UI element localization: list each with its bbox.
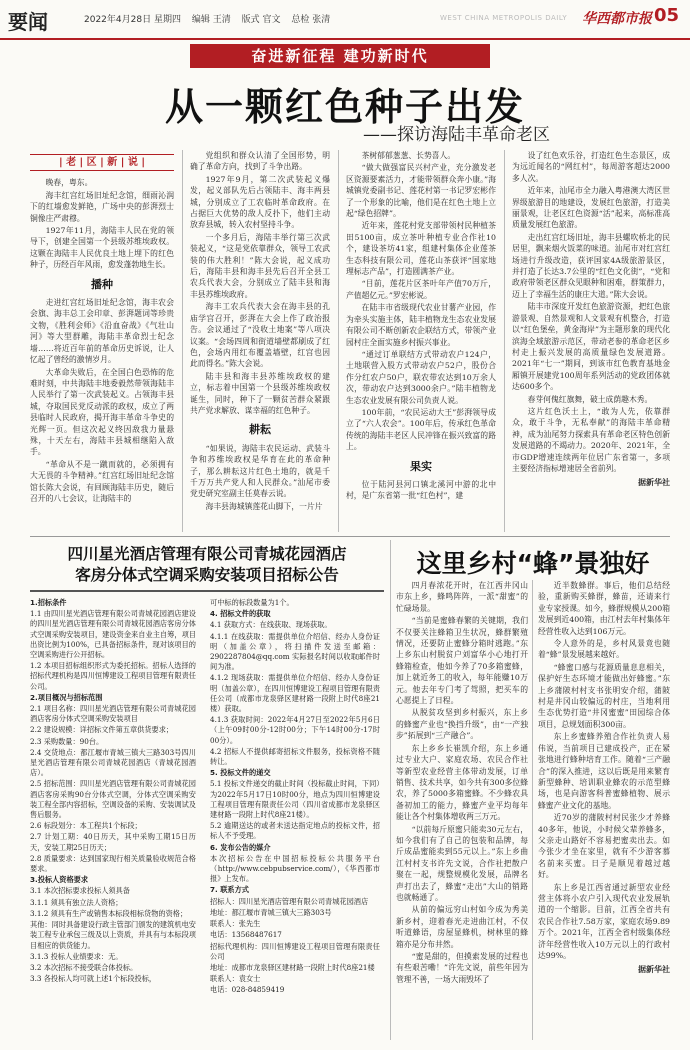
notice-heading: 1.招标条件 — [30, 598, 67, 607]
article-source: 据新华社 — [638, 477, 670, 488]
notice-paragraph: 3.1.3 投标人业绩要求：无。 — [30, 951, 123, 961]
paragraph: “革命从不是一蹴而就的，必须拥有大无畏的斗争精神。”红宫红场旧址纪念馆馆长陈大会说，有回顾海陆丰历史，随后召开的八七会议，让海陆丰的 — [30, 459, 174, 503]
theme-banner: 奋进新征程 建功新时代 — [190, 44, 490, 68]
section-divider-vertical — [390, 540, 391, 1040]
paragraph: 晚春，粤东。 — [45, 178, 93, 188]
column-divider — [182, 150, 183, 532]
notice-paragraph: 4.1 获取方式：在线获取、现场获取。 — [210, 620, 332, 630]
paragraph: 从前的偏远穷山村如今成为秀美新乡村，迎着春光走进曲江村，不仅听道蜂语，房屋显蜂机，树林里的蜂箱亦是分布井然。 — [396, 905, 528, 949]
notice-paragraph: 2.4 交货地点：都江堰市青城三镇大三路303号四川星光酒店管理有限公司青城花园酒店（青城花园酒店）。 — [30, 747, 196, 778]
notice-paragraph: 招标人：四川星光酒店管理有限公司青城花园酒店 — [210, 896, 369, 906]
column-divider — [532, 580, 533, 1040]
notice-paragraph: 2.5 招标范围：四川星光酒店管理有限公司青城花园酒店客房采购90台分体式空调，分体式空调采购安装工程全部内容招标，空调设备的采购、安装调试及售后服务。 — [30, 779, 196, 820]
bee-source: 据新华社 — [638, 964, 670, 975]
notice-paragraph: 3.1.1 须具有独立法人资格； — [30, 897, 123, 907]
page-header — [0, 0, 690, 40]
tender-notice — [30, 540, 384, 1040]
paragraph: “蜜是甜的，但摸索发展的过程也有些艰苦嘞！”许先文说，前些年因为管理不善，一场大雨毁坏了 — [396, 952, 528, 984]
paragraph: 大革命失败后，在全国白色恐怖的危难时刻，中共海陆丰地委毅然带领海陆丰人民举行了第一次武装起义。占领海丰县城，夺取国民党反动派的政权，成立了两县临时人民政府，揭开海丰革命斗争史的光辉一页。但这次起义终因敌我力量悬殊，十天左右，海陆丰县城相继陷入敌手。 — [30, 367, 174, 457]
paragraph: 东上乡蜜蜂养殖合作社负责人易伟说，当前项目已建成投产，正在紧张地进行蜂种培育工作。随着“三产融合”的深入推进，这以后既是用来繁育新型蜂种、培训职业蜂农的示范型蜂场，也是向游客科普蜜蜂植物、展示蜂蜜产业文化的基地。 — [538, 732, 670, 810]
paragraph: “目前，莲花片区茶叶年产值70万斤，产值超亿元。”罗宏彬说。 — [346, 279, 496, 300]
notice-paragraph: 4.2 招标人不提供邮寄招标文件服务，投标资格不随转让。 — [210, 746, 380, 767]
notice-paragraph: 招标代理机构：四川恒博建设工程项目管理有限责任公司 — [210, 941, 380, 961]
column-divider — [504, 150, 505, 532]
paragraph: “以前每斤原蜜只能卖30元左右，如今我们有了自己的包装和品牌，每斤成品蜜能卖到55元以上。”东上乡曲江村村支书许先文说，合作社把散户聚在一起，规整规模化发展，品牌名声打出去了，蜂蜜“走出”大山的销路也就畅通了。 — [396, 824, 528, 902]
article-column-2 — [190, 150, 330, 530]
designer-credit: 版式 官文 — [241, 15, 281, 25]
article-column-1 — [30, 150, 174, 530]
notice-column-2 — [210, 598, 380, 1038]
notice-title-line-2: 客房分体式空调采购安装项目招标公告 — [75, 566, 339, 584]
notice-paragraph: 2.7 计划工期：40日历天，其中采购工期15日历天，安装工期25日历天； — [30, 832, 196, 852]
notice-title — [30, 544, 384, 586]
column-kicker: | 老 | 区 | 新 | 说 | — [30, 154, 174, 171]
notice-rule — [30, 590, 384, 592]
paragraph: 海丰红宫红场旧址纪念馆，细雨沁润下的红墙愈发鲜艳，广场中央的彭湃烈士铜像庄严肃穆。 — [30, 190, 174, 223]
column-divider — [338, 150, 339, 532]
page-number: 05 — [654, 5, 680, 26]
notice-paragraph: 联系人：袁女士 — [210, 974, 261, 984]
proof-credit: 总检 张清 — [291, 15, 331, 25]
paragraph: 近70岁的蒲陂村村民张少才养蜂40多年，他说，小时候父辈养蜂多，父亲走山路好不容易把蜜卖出去。如今张少才坐在家里，就有不少游客慕名前来买蜜。日子是顺见着越过越好。 — [538, 813, 670, 880]
paragraph: 从脱贫攻坚到乡村振兴，东上乡的蜂蜜产业也“换挡升级”，由“一产独步”拓展到“三产融合”。 — [396, 708, 528, 741]
notice-paragraph: 2.1 项目名称：四川星光酒店管理有限公司青城花园酒店客房分体式空调采购安装项目 — [30, 704, 196, 724]
paragraph: 走出红宫红场旧址，海丰县螺吹桥北的民居里，飘来烟火饭菜的味道。汕尾市对红宫红场进行升级改造，获评国家4A级旅游景区，并打造了长达3.7公里的“红色文化街”，“党和政府带领老区群众见眼种和困难，群策群力，迈上了幸福生活的康庄大道。”陈大会说。 — [512, 232, 670, 299]
article-column-3 — [346, 150, 496, 530]
notice-heading: 2.项目概况与招标范围 — [30, 692, 103, 702]
notice-paragraph: 3.1.2 须具有生产或销售本标段相标货物的资格； — [30, 908, 188, 918]
section-heading-sow: 播种 — [91, 277, 113, 291]
notice-paragraph: 3.3 各投标人均可就上述1个标段投标， — [30, 974, 157, 984]
notice-paragraph: 其他：同时具备建设行政主管部门颁发的建筑机电安装工程专业承包三级及以上资质，并具有与本标段项目相应的供货能力。 — [30, 920, 196, 950]
notice-paragraph: 5.1 投标文件递交的截止时间（投标截止时间，下同）为2022年5月17日10时00分，地点为四川恒博建设工程项目管理有限责任公司（四川省成都市龙泉驿区建材路一段附上时代8座21楼）。 — [210, 779, 380, 820]
notice-heading: 4. 招标文件的获取 — [210, 609, 271, 619]
paragraph: 茶树郁郁葱葱、长势喜人。 — [361, 151, 456, 160]
issue-date: 2022年4月28日 星期四 — [84, 15, 181, 25]
notice-paragraph: 地址：都江堰市青城三镇大三路303号 — [210, 907, 332, 917]
notice-title-line-1: 四川星光酒店管理有限公司青城花园酒店 — [67, 545, 347, 563]
article-subtitle: ——探访海陆丰革命老区 — [363, 125, 550, 145]
editorial-note — [30, 177, 174, 270]
section-name: 要闻 — [8, 10, 48, 34]
paragraph: 陆丰县和海丰县苏维埃政权的建立，标志着中国第一个县级苏维埃政权诞生，同时，种下了一颗贫苦群众紧跟共产党求解放、谋幸福的红色种子。 — [190, 371, 330, 415]
section-divider — [30, 536, 670, 537]
paragraph: 在陆丰市省级现代农业甘薯产业园，作为牵头实施主体，陆丰植物龙生态农业发展有限公司不断创新农企联结方式，带领产业园村庄全面实施乡村振兴事业。 — [346, 303, 496, 347]
notice-paragraph: 联系人：张先生 — [210, 919, 261, 929]
editor-credit: 编辑 王清 — [191, 15, 231, 25]
notice-paragraph: 1.1 由四川星光酒店管理有限公司青城花园酒店建设的四川星光酒店管理有限公司青城花园酒店客房分体式空调采购安装项目，建设资金来自业主自筹，项目出资比例为100%，已具备招标条件，现对该项目的空调采购进行公开招标。 — [30, 609, 196, 660]
header-meta — [84, 12, 338, 25]
notice-paragraph: 2.6 标段划分：本工程共1个标段； — [30, 821, 142, 831]
bee-column-2 — [538, 580, 670, 1042]
paragraph: 近半数蜂群。事后，他们总结经验，重新购买蜂群，蜂苗，还请来行业专家授课。如今，蜂群规模从200箱发展到近400箱，由江村去年村集体年经营性收入达到106万元。 — [538, 581, 670, 636]
notice-paragraph: 4.1.1 在线获取：需提供单位介绍信、经办人身份证明（加盖公章），将扫描件发送至邮箱：2902287804@qq.com 实际报名时间以收取邮件时间为准。 — [210, 631, 380, 672]
notice-heading: 6. 发布公告的媒介 — [210, 842, 271, 852]
paragraph: 近年来，汕尾市全力融入粤港澳大湾区世界级旅游目的地建设，发展红色旅游，打造美丽景观，让老区红色资源“活”起来，高标准高质量发展红色旅游。 — [512, 186, 670, 230]
paragraph: “做大做强富民兴村产业，充分激发老区资源要素活力，才能带领群众奔小康。”海城镇党委副书记、莲花村第一书记罗宏彬作了一个形象的比喻，他们是在红色土地上立起“绿色招牌”。 — [346, 163, 496, 219]
notice-paragraph: 3.2 本次招标不接受联合体投标。 — [30, 962, 138, 972]
article-column-4 — [512, 150, 670, 534]
notice-paragraph: 4.1.2 现场获取：需提供单位介绍信、经办人身份证明（加盖公章），在四川恒博建设工程项目管理有限责任公司（成都市龙泉驿区建材路一段附上时代8座21楼）获取。 — [210, 673, 380, 714]
paragraph: 令人意外的是，乡村风景竟也随着“蜂”景发展越来越好。 — [538, 639, 670, 660]
english-masthead: WEST CHINA METROPOLIS DAILY — [440, 14, 568, 22]
paragraph: “蜂蜜口感与花源质量息息相关，保护好生态环境才能做出好蜂蜜。”东上乡蒲陂村村支书张明安介绍，蒲陂村是井冈山较偏远的村庄，当地利用生态优势打造“井冈蜜蜜”田园综合体项目，总规划面积300亩。 — [538, 662, 670, 729]
paragraph: “通过订单联结方式带动农户124户，土地联营入股方式带动农户52户，股份合作分红农户50户，联农带农达到10万余人次，带动农户达到3000余户。”陆丰植物龙生态农业发展有限公司负责人说。 — [346, 349, 496, 405]
notice-paragraph: 1.2 本项目招标组织形式为委托招标。招标人选择的招标代理机构是四川恒博建设工程项目管理有限责任公司。 — [30, 661, 196, 691]
paragraph: “如果说，海陆丰农民运动、武装斗争和苏维埃政权是华育在此的革命种子，那么耕耘这片红色土地的，就是千千万万共产党人和人民群众。”汕尾市委党史研究室副主任莫春云说。 — [190, 443, 330, 499]
paragraph: 春芽何傀红旗舞，破土成荫趣木秀。 — [527, 394, 653, 404]
notice-paragraph: 电话：028-84859419 — [210, 985, 285, 995]
paragraph: 东上乡乡长崔凯介绍，东上乡通过专业大户、家庭农场、农民合作社等新型农业经营主体带动发展，订单销售、技术共享，如今共有300多位蜂农，养了5000多箱蜜蜂。不少蜂农具备初加工的能力，蜂蜜产业平均每年能让各个村集体增收两三万元。 — [396, 743, 528, 822]
paragraph: 党组织和群众认清了全国形势，明确了革命方向，找到了斗争出路。 — [190, 151, 330, 172]
section-heading-fruit: 果实 — [410, 459, 432, 473]
bee-column-1 — [396, 580, 528, 1042]
paragraph: 1927年11月，海陆丰人民在党的领导下，创建全国第一个县级苏维埃政权。这颗在海陆丰人民优良土地上埋下的红色种子，历经百年风雨，愈发蓬勃地生长。 — [30, 226, 174, 270]
paragraph: 近年来，莲花村党支部带领村民种植茶田5100亩，成立茶叶种植专业合作社10个，建设茶坊41家，组建村集体企业莲茶生态科技有限公司，莲花山茶获评“国家地理标志产品”，打造圆满茶产业。 — [346, 221, 496, 277]
notice-paragraph: 本次招标公告在中国招标投标公共服务平台（http://www.cebpubservice.com/），《华西都市报》上发布。 — [210, 853, 380, 884]
notice-paragraph: 3.1 本次招标要求投标人须具备 — [30, 886, 130, 896]
newspaper-logo: 华西都市报 — [582, 11, 652, 27]
notice-heading: 5. 投标文件的递交 — [210, 768, 271, 778]
notice-heading: 7. 联系方式 — [210, 885, 249, 895]
notice-heading: 3.投标人资格要求 — [30, 875, 89, 885]
notice-paragraph: 电话：13568487617 — [210, 930, 282, 940]
bee-article-title: 这里乡村“蜂”景独好 — [416, 549, 650, 578]
notice-paragraph: 可中标的标段数量为1个。 — [210, 598, 294, 607]
section-heading-till: 耕耘 — [249, 423, 271, 437]
paragraph: 海丰县海城镇莲花山脚下，一片片 — [205, 501, 323, 511]
paragraph: 走进红宫红场旧址纪念馆，海丰农会会旗、海丰总工会印章、彭湃题词等珍贵文物，《胜利会师》《沿血奋战》《气壮山河》等大型群雕，海陆丰革命烈士纪念墙……将近百年前的革命历史诉说，让人忆起了曾经的激情岁月。 — [30, 298, 174, 365]
paragraph: 1927年9月，第二次武装起义爆发，起义部队先后占领陆丰、海丰两县城，分别成立了工农临时革命政府。在占据巨大优势的敌人反扑下，他们主动放弃县城，转入农村坚持斗争。 — [190, 174, 330, 230]
paragraph: 东上乡是江西省通过新型农业经营主体将小农户引入现代农业发展轨道的一个缩影。目前，江西全省共有农民合作社7.58万家，家庭农场9.89万个。2021年，江西全省村级集体经济年经营性收入10万元以上的行政村达99%。 — [538, 882, 670, 960]
notice-paragraph: 2.8 质量要求：达到国家现行相关质量验收规范合格要求。 — [30, 853, 196, 874]
paragraph: 陆丰市深度开发红色旅游资源，把红色旅游景观、自然景观和人文景观有机整合，打造以“红色堡垒，黄金海岸”为主题形象的现代化滨海全域旅游示范区，带动老参的革命老区乡村走上振兴发展的高质量绿色发展道路。2021年“七一”期间，到该市红色教育基地金厢镇开展建党100周年系列活动的党政团体就达600多个。 — [512, 302, 670, 392]
notice-paragraph: 2.2 建设规模：详招标文件第五章供货要求； — [30, 725, 174, 735]
paragraph: 100年前，“农民运动大王”彭湃领导成立了“六人农会”。100年后，传承红色革命传统的海陆丰老区人民冲锋在振兴致富的路上。 — [346, 407, 496, 452]
notice-paragraph: 5.2 逾期送达的或者未送达指定地点的投标文件，招标人不予受理。 — [210, 821, 380, 841]
notice-paragraph: 地址：成都市龙泉驿区建材路一段附上时代8座21楼 — [210, 962, 375, 972]
paragraph: 位于陆河县河口镇北溪河中游的北中村，是广东省第一批“红色村”，建 — [346, 479, 496, 501]
paragraph: 这片红色沃土上，“敢为人先，依靠群众，敢于斗争，无私奉献”的海陆丰革命精神，成为汕尾努力探索具有革命老区特色创新发展道路的不竭动力。2020年、2021年，全市GDP增速连续两年位居广东省第一，多项主要经济指标增速居全省前列。 — [512, 406, 670, 473]
paragraph: 设了红色欢乐谷，打造红色生态景区，成为远近闻名的“网红村”，每周游客超达2000多人次。 — [512, 151, 670, 183]
paragraph: 四月春浓花开时，在江西井冈山市东上乡，蜂鸣阵阵，一派“甜蜜”的忙碌场景。 — [396, 581, 528, 613]
paragraph: 海丰工农兵代表大会在海丰县的孔庙学宫召开，彭湃在大会上作了政治报告。会议通过了“没收土地案”等八项决议案。“会场四周和街道墙壁都刷成了红色，会场内用红布覆盖墙壁，红宫也因此而得名。”陈大会说。 — [190, 302, 330, 369]
paragraph: “当前是蜜蜂春繁的关键期，我们不仅要关注蜂箱卫生状况，蜂群繁殖情况，还要防止蜜蜂分箱时逃跑。”东上乡东山村脱贫户刘富华小心地打开蜂箱检查，他如今养了70多箱蜜蜂，加上就近务工的收入，每年能赚10万元。他去年专门考了驾照，把买车的心愿提上了日程。 — [396, 616, 528, 706]
paragraph: 一个多月后，海陆丰举行第三次武装起义，“这是党依靠群众，领导工农武装的伟大胜利！”陈大会说，起义成功后，海陆丰县和海丰县先后召开全县工农兵代表大会，分别成立了陆丰县和海丰县苏维埃政府。 — [190, 232, 330, 299]
notice-paragraph: 4.1.3 获取时间：2022年4月27日至2022年5月6日（上午09时00分-12时00分；下午14时00分-17时00分）。 — [210, 715, 380, 745]
notice-column-1 — [30, 598, 196, 1038]
article-title: 从一颗红色种子出发 — [164, 85, 525, 129]
notice-paragraph: 2.3 采购数量：90台。 — [30, 736, 104, 746]
